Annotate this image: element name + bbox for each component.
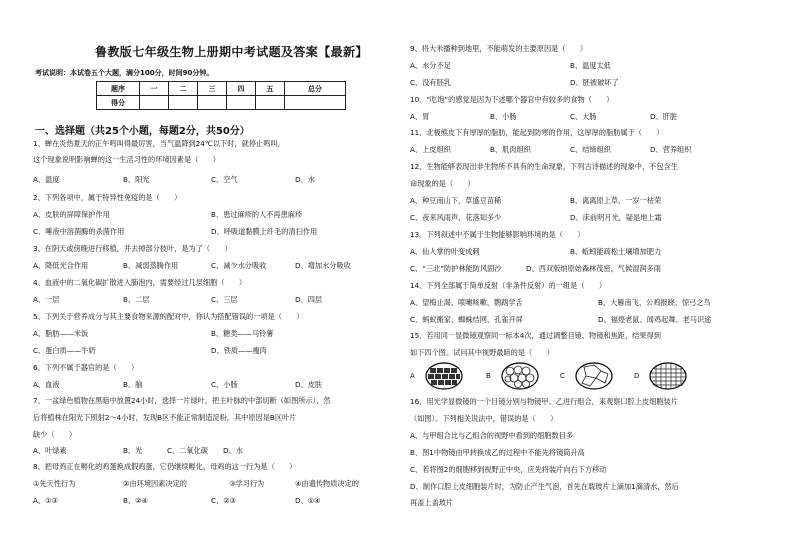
score-cell: 四 <box>227 82 256 96</box>
question-text: 9、将大米播种到地里，不能萌发的主要原因是（ ） <box>410 44 588 53</box>
question-text: 2、下列各项中，属于特异性免疫的是（ ） <box>33 193 182 202</box>
question-text: 缺少（ ） <box>33 430 77 439</box>
question-text: 7、一盆绿色植物在黑暗中放置24小时，选择一片绿叶，把主叶脉的中部切断（如图所示），然 <box>33 396 331 405</box>
score-cell: 题序 <box>97 82 140 96</box>
option: ①先天性行为 <box>33 479 76 488</box>
question-text: 14、下列全部属于简单反射（非条件反射）的一组是（ ） <box>410 281 607 290</box>
question-text: C、若将图2的细胞移到视野正中央，应先将装片向右下方移动 <box>410 465 607 474</box>
option: B、患过麻疹的人不再患麻疹 <box>211 210 303 219</box>
option: D、营养组织 <box>650 145 692 154</box>
question-text: 命现象的是（ ） <box>410 179 475 188</box>
score-cell <box>198 96 227 110</box>
option: C、没有胚乳 <box>410 78 451 87</box>
field-c-icon <box>574 361 614 391</box>
option: C、大肠 <box>570 112 597 121</box>
option: ③学习行为 <box>229 479 265 488</box>
figure-label: D <box>634 372 640 380</box>
option: A、温度 <box>33 175 60 184</box>
option: B、脑 <box>123 380 143 389</box>
score-cell: 得分 <box>97 96 140 110</box>
score-cell <box>140 96 169 110</box>
section-heading: 一、选择题（共25个小题，每题2分，共50分） <box>35 126 250 137</box>
microscope-figures <box>408 361 698 393</box>
option: D、福煌老鼠、闻鸡起舞、老马识途 <box>598 315 712 324</box>
option: C、蛋白质——牛奶 <box>33 346 96 355</box>
option: B、②④ <box>123 496 149 505</box>
score-table <box>96 81 346 110</box>
field-d-icon <box>648 361 688 391</box>
question-text: 11、北极熊皮下有厚厚的脂肪，能起到防寒的作用，这厚厚的脂肪属于（ ） <box>410 128 664 137</box>
question-text: 10、“吃饱”的感觉是因为下述哪个器官中有较多的食物（ ） <box>410 95 614 104</box>
option: D、四层 <box>295 295 323 304</box>
option: A、上皮组织 <box>410 145 451 154</box>
option: C、“三北”防护林能防风固沙 <box>410 264 502 273</box>
option: D、呼吸道黏膜上纤毛的清扫作用 <box>211 227 318 236</box>
option: D、铁质——瘦肉 <box>211 346 267 355</box>
option: D、皮肤 <box>295 380 323 389</box>
figure-label: C <box>560 372 565 380</box>
question-text: 如下四个图。试问其中视野最暗的是（ ） <box>410 348 554 357</box>
question-text: 15、若用同一显微镜观察同一标本4次，通过调整目镜、物镜和焦距，结果得到 <box>410 331 661 340</box>
exam-note: 考试说明：本试卷五个大题，满分100分，时间90分钟。 <box>35 69 214 77</box>
question-text: 1、蝉在炎热夏天的正午鸣叫得最厉害，当气温降到24℃以下时，就停止鸣叫， <box>33 139 285 148</box>
option: D、①④ <box>295 496 321 505</box>
score-cell <box>285 96 346 110</box>
option: B、减弱蒸腾作用 <box>123 261 179 270</box>
option: A、①③ <box>33 496 58 505</box>
field-b-icon <box>500 361 540 391</box>
option: B、二层 <box>123 295 150 304</box>
score-cell: 总分 <box>285 82 346 96</box>
option: C、空气 <box>211 175 238 184</box>
field-a-icon <box>424 361 464 391</box>
option: D、床前明月光，疑是地上霜 <box>570 213 662 222</box>
option: B、温度太低 <box>570 61 611 70</box>
option: D、西双版纳原始森林茂密，气候湿润多雨 <box>526 264 661 273</box>
option: A、水分不足 <box>410 61 451 70</box>
option: C、小肠 <box>211 380 238 389</box>
question-text: 16、用光学显微镜的一个目镜分别与物镜甲、乙进行组合，来观察口腔上皮细胞装片 <box>410 397 678 406</box>
option: B、糖类——马铃薯 <box>211 329 274 338</box>
score-cell: 二 <box>169 82 198 96</box>
page-title: 鲁教版七年级生物上册期中考试题及答案【最新】 <box>95 45 368 59</box>
option: C、二氧化碳 <box>167 446 208 455</box>
score-cell: 三 <box>198 82 227 96</box>
option: A、胃 <box>410 112 430 121</box>
option: B、小肠 <box>490 112 517 121</box>
figure-label: B <box>486 372 491 380</box>
score-cell <box>256 96 285 110</box>
option: D、胚被破坏了 <box>570 78 619 87</box>
figure-label: A <box>410 372 415 380</box>
option: C、三层 <box>211 295 238 304</box>
score-cell: 一 <box>140 82 169 96</box>
option: A、种豆南山下，草盛豆苗稀 <box>410 196 502 205</box>
option: A、脂肪——米饭 <box>33 329 89 338</box>
option: A、皮肤的屏障保护作用 <box>33 210 110 219</box>
question-text: 12、生物能够表现出非生物所不具有的生命现象，下列古诗描述的现象中，不包含生 <box>410 162 678 171</box>
option: A、血液 <box>33 380 60 389</box>
score-cell <box>169 96 198 110</box>
option: C、减少水分吸收 <box>211 261 267 270</box>
option: B、光 <box>123 446 143 455</box>
question-text: 13、下列叙述中不属于生物能够影响环境的是（ ） <box>410 230 585 239</box>
question-text: 再盖上盖玻片 <box>410 498 454 507</box>
question-text: B、图1中物镜由甲转换成乙的过程中不能先将镜筒升高 <box>410 448 585 457</box>
option: ②由环境因素决定的 <box>123 479 187 488</box>
score-cell: 五 <box>256 82 285 96</box>
question-text: 4、血液中的二氧化碳扩散进入肺泡内，需要经过几层细胞（ ） <box>33 278 247 287</box>
question-text: 6、下列不属于器官的是（ ） <box>33 363 139 372</box>
option: D、水 <box>295 175 315 184</box>
option: B、大雁南飞、公鸡报晓、惊弓之鸟 <box>598 298 711 307</box>
question-text: 3、在阴天或傍晚进行移植，并去掉部分枝叶，是为了（ ） <box>33 244 232 253</box>
question-text: 后将植株在阳光下照射2～4小时，发现B区不能正常制造淀粉，其中原因是B区叶片 <box>33 413 297 422</box>
option: C、夜来风雨声，花落知多少 <box>410 213 502 222</box>
question-text: 这个现象说明影响蝉的这一生活习性的环境因素是（ ） <box>33 155 220 164</box>
option: B、肌肉组织 <box>490 145 531 154</box>
question-text: 8、把母鸡正在孵化的鸡蛋换成假鸡蛋，它仍继续孵化，母鸡的这一行为是（ ） <box>33 462 297 471</box>
question-text: C、唾液中溶菌酶的杀菌作用 <box>33 227 125 236</box>
option: B、离离原上草，一岁一枯荣 <box>570 196 662 205</box>
question-text: D、制作口腔上皮细胞装片时，为防止产生气泡，首先在载玻片上滴加1滴清水，然后 <box>410 482 679 491</box>
option: D、增加水分吸收 <box>295 261 351 270</box>
option: C、②③ <box>211 496 237 505</box>
option: A、仙人掌的叶变成刺 <box>410 247 480 256</box>
question-text: 5、下列关于营养成分与其主要食物来源的配对中，你认为搭配错误的一项是（ ） <box>33 312 304 321</box>
option: B、阳光 <box>123 175 150 184</box>
option: ④由遗传物质决定的 <box>295 479 359 488</box>
option: D、水 <box>223 446 243 455</box>
option: A、一层 <box>33 295 60 304</box>
score-cell <box>227 96 256 110</box>
question-text: （如图）。下列相关说法中，错误的是（ ） <box>410 414 558 423</box>
option: A、望梅止渴、喷嚏咳嗽、鹦鹉学舌 <box>410 298 523 307</box>
option: C、结缔组织 <box>570 145 611 154</box>
option: A、降低光合作用 <box>33 261 89 270</box>
option: A、叶绿素 <box>33 446 67 455</box>
question-text: A、与甲组合比与乙组合的视野中看到的细胞数目多 <box>410 431 574 440</box>
option: D、肝脏 <box>650 112 678 121</box>
option: C、蚂蚁搬家、蜘蛛结网、孔雀开屏 <box>410 315 523 324</box>
option: B、蚯蚓能疏松土壤增加肥力 <box>570 247 662 256</box>
